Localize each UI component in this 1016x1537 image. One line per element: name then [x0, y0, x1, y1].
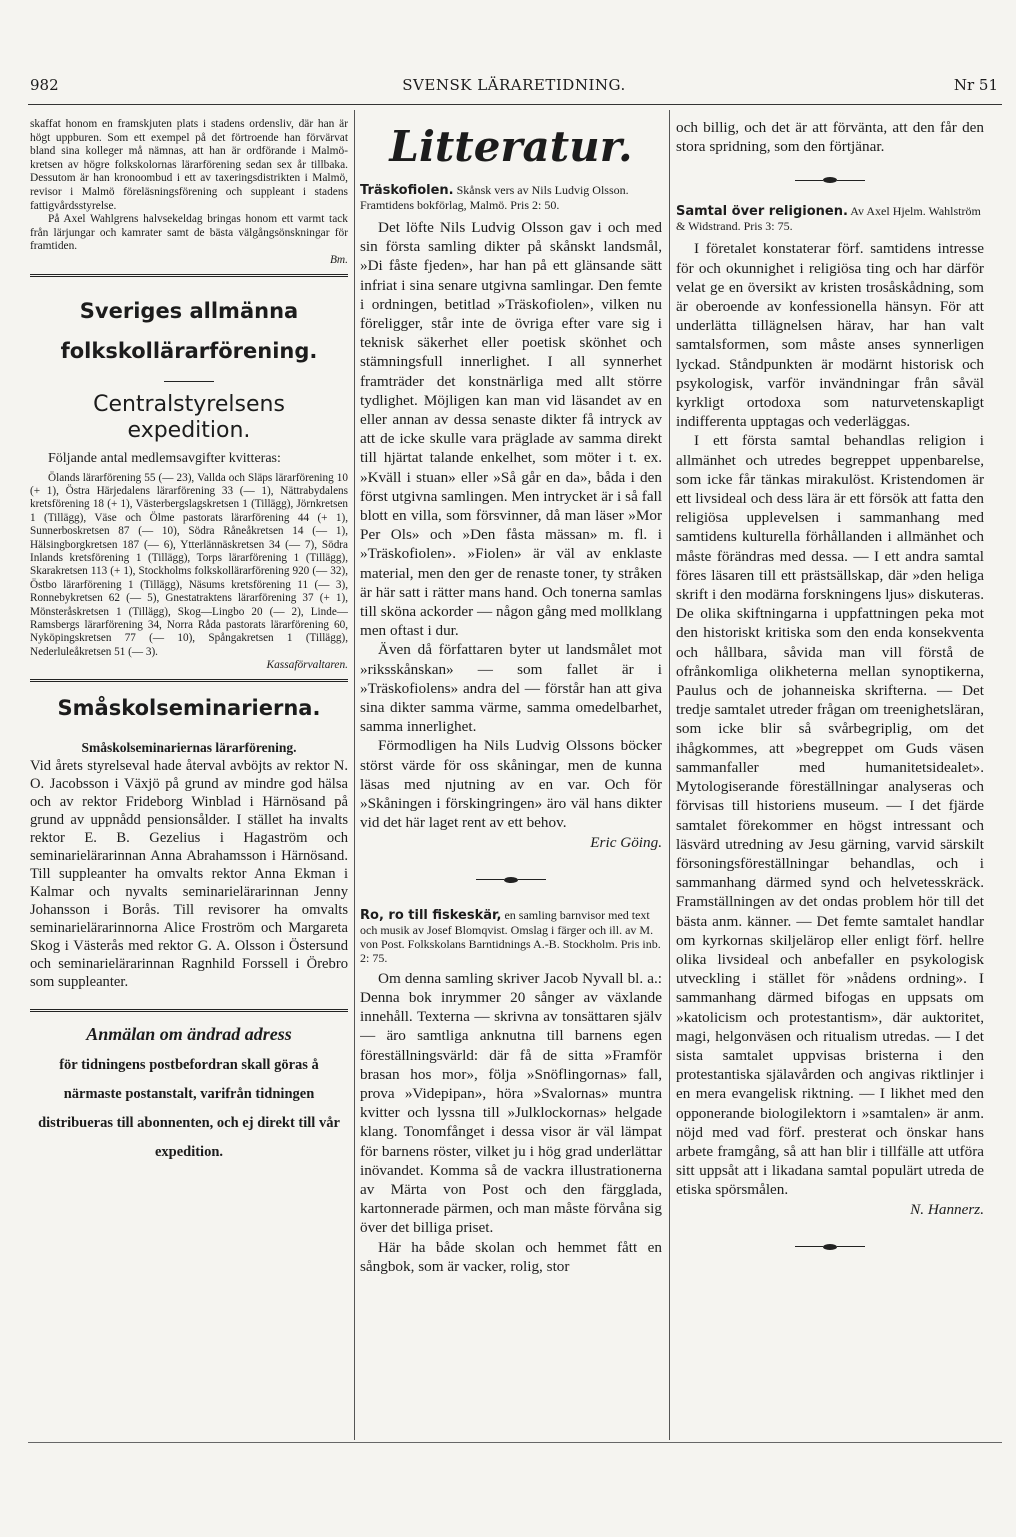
paragraph: Det löfte Nils Ludvig Olsson gav i och med sin första samling dikter på skånskt landsmål, »Di fåste fjeden», har han på ett glänsande sätt infriat i sina senare utgivna samlingar. Den femte i ordningen, betitlad »Träskofiolen», vilken nu föreligger, står inte de övriga efter vare sig i teknisk säkerhet eller poetisk skönhet och stämningsfull innerlighet. I all synnerhet framträder det konstnärliga med allt större tydlighet. Möjligen kan man vid läsandet av en eller annan av dessa senaste dikter få intryck av att de icke skulle vara präglade av samma direkt till hjärtat talande enkelhet, som möter i t. ex. »Kväll i stuan» eller »Så går en da», båda i den först utgivna samlingen. Men intrycket är i så fall blott en villa, som försvinner, då man läser »Mor Per Ols» och »Den fåsta mässan» m. fl. i »Träskofiolen». »Fiolen» är väl av enklaste material, men den ger de renaste toner, ty stråken är här satt i rätter mans hand. Och tonerna samlas till sköna ackorder — någon gång med mollklang men oftast i dur. — [360, 219, 662, 640]
paragraph: Även då författaren byter ut landsmålet mot »riksskånskan» — som fallet är i »Träskofiolens» andra del — förstår han att giva sina dikter samma värme, samma omedelbarhet, samma innerlighet. — [360, 641, 662, 736]
paragraph: Förmodligen ha Nils Ludvig Olssons böcker störst värde för oss skåningar, men de kunna läsas med njutning av en var. Och för »Skåningen i förskingringen» äro väl hans dikter vid det här laget rent av ett behov. — [360, 737, 662, 832]
column-right — [676, 118, 984, 1275]
book-entry — [676, 204, 984, 233]
membership-list: Ölands lärarförening 55 (— 23), Vallda och Släps lärarförening 10 (+ 1), Östra Härjedalens lärarförening 33 (— 1), Nättrabydalens kretsförening 18 (+ 1), Västerbergslagskretsen 1 (Tillägg), Jörnkretsen 1 (Tillägg), Väse och Ölme pastorats lärarförening 44 (+ 1), Sunnerboskretsen 87 (— 10), Södra Råneåkretsen 14 (— 1), Hälsingborgkretsen 187 (— 6), Ytterlännäskretsen 34 (— 7), Södra Inlands kretsförening 1 (Tillägg), Torps lärarförening 1 (Tillägg), Skarakretsen 113 (+ 1), Stockholms folkskollärarförening 920 (— 32), Östbo lärarförening 1 (Tillägg), Näsums kretsförening 11 (— 3), Ronnebykretsen 62 (— 5), Gnestatraktens lärarförening 37 (+ 1), Mönsteråskretsen 1 (Tillägg), Skog—Lingbo 20 (— 2), Linde—Ramsbergs lärarförening 34, Norra Råda pastorats lärarförening 60, Nyköpingskretsen 77 (— 10), Spångakretsen 1 (Tillägg), Nederluleåkretsen 51 (— 3). — [30, 471, 348, 658]
column-divider — [669, 110, 670, 1440]
section-heading: Sveriges allmänna folkskollärarförening. — [60, 298, 318, 363]
article-intro-2: På Axel Wahlgrens halvsekeldag bringas honom ett varmt tack från lärjungar och kamrater samt de bästa välgångsönskningar för framtiden. — [30, 213, 348, 253]
short-rule — [164, 381, 214, 382]
page-number: 982 — [30, 76, 59, 94]
double-rule — [30, 1009, 348, 1012]
ornament-divider — [360, 876, 662, 884]
subsection-heading: Centralstyrelsens expedition. — [93, 391, 285, 443]
header-rule — [28, 104, 1002, 105]
paragraph: I företalet konstaterar förf. samtidens intresse för och okunnighet i religiösa ting och har därför velat ge en översikt av kristen trosåskådning, som är oberoende av konfessionella hänsyn. För att underlätta tillägnelsen härav, har han valt samtalsformen, som måste anses synnerligen lyckad. Ståndpunkten är modärnt historisk och psykologisk, varför invändningar från såväl kyrkligt ortodoxa som naturvetenskapligt indifferenta upptagas och vederläggas. — [676, 240, 984, 431]
signature: N. Hannerz. — [910, 1200, 984, 1218]
footer-rule — [28, 1442, 1002, 1443]
subheading: Småskolseminariernas lärarförening. — [81, 739, 297, 755]
book-meta: Skånsk vers av Nils Ludvig Olsson. Framtidens bokförlag, Malmö. Pris 2: 50. — [360, 183, 629, 212]
column-divider — [354, 110, 355, 1440]
double-rule — [30, 679, 348, 682]
article-intro: skaffat honom en framskjuten plats i stadens ordensliv, där han är högt uppburen. Som ett exempel på det förtroende han förvärvat bland sina kolleger må nämnas, att han är ordförande i Malmö-kretsen av högre folkskolornas lärarförening sedan sex år tillbaka. Dessutom är han kronoombud i ett av taxeringsdistrikten i Malmö, revisor i Malmö föreläsningsförening och suppleant i stadens fattigvårdsstyrelse. — [30, 118, 348, 212]
paragraph: Följande antal medlemsavgifter kvitteras: — [48, 450, 281, 466]
paragraph: Om denna samling skriver Jacob Nyvall bl. a.: Denna bok inrymmer 20 sånger av växlande innehåll. Texterna — skrivna av tonsättaren själv — äro samtliga anknutna till barnens egen föreställningsvärld: där få de sitta »Framför brasan hos mor», följa »Snöflingornas» fall, prova »Videpipan», höra »Svalornas» muntra kvitter och lyssna till »Julklockornas» helgade klang. Tonomfånget i dessa visor är väl lämpat för barnens röster, vilket ju i hög grad underlättar inövandet. Komma så de vackra illustrationerna av Märta von Post och den färgglada, kartonnerade pärmen, och man måste förvåna sig över det billiga priset. — [360, 969, 662, 1237]
notice-box — [30, 1020, 348, 1167]
book-title: Ro, ro till fiskeskär, — [360, 907, 502, 923]
paragraph: I ett första samtal behandlas religion i allmänhet och utredes begreppet uppenbarelse, som icke får tänkas mirakulöst. Kristendomen är ett livsideal och dess lära är ett försök att fatta den religiösa upplevelsen i sammanhang med samtidens kulturella förhållanden i allmänhet och måste förändras med dessa. — I ett andra samtal föres läsaren till ett prästsällskap, där »den heliga skrift i den modärna forskningens ljus» diskuteras. De olika skiftningarna i uppfattningen peka mot den historiskt kritiska som den enda konsekventa och hållbara, såvida man vill förstå de ofrånkomliga olikheterna mellan synoptikerna, Paulus och de johanneiska skrifterna. — Det tredje samtalet utreder frågan om treenighetsläran, som icke blir så svårbegriplig, om det ihågkommes, att »begreppet om Guds väsen sammanfaller med humanitetsidealet». Mytologiserande föreställningar analyseras och förvisas till historiens museum. — I det fjärde samtalet förekommer en högst intressant och läsvärd utredning av Jesu gärning, varvid särskilt försoningsföreställningar behandlas, och i sammanhang därmed synd och helvetesskräck. Framställningen av det ondas problem hör till det bästa anm. känner. — Det femte samtalet handlar om kyrkornas skiljelärор eller enligt förf. hellre olika livsideal och anbefaller en psykologisk utveckling i stället för »nådens ordning». I sammanhang därmed bifogas en uppsats om »katolicism och protestantism», där auktoritet, magi, helgonväsen och ritualism utredas. — I det sista samtalet uppvisas bristerna i den protestantiska själavården och angivas riktlinjer i en mera evangelisk riktning. — I likhet med den opponerande biologilektorn i »samtalen» är anm. nöjd med vad förf. presterat och önskar hans arbete framgång, så att han blir i tillfälle att utföra sitt uppsåt att i likadana samtal populärt utreda de etiska spörsmålen. — [676, 432, 984, 1199]
page-header — [28, 72, 1000, 102]
column-middle — [360, 118, 662, 1276]
signature: Bm. — [329, 253, 348, 266]
book-meta: en samling barnvisor med text och musik av Josef Blomqvist. Omslag i färger och ill. av M. von Post. Folkskolans Barntidnings A.-B. Stockholm. Pris inb. 2: 75. — [360, 907, 661, 965]
book-meta: Av Axel Hjelm. Wahlström & Widstrand. Pris 3: 75. — [676, 204, 981, 234]
notice-title: Anmälan om ändrad adress — [86, 1024, 292, 1045]
book-title: Träskofiolen. — [360, 183, 454, 198]
issue-number: Nr 51 — [953, 76, 998, 94]
paragraph: Vid årets styrelseval hade återval avböjts av rektor N. O. Jacobsson i Växjö på grund av mindre god hälsa och av rektor Frideborg Winblad i Härnösand på grund av uppnådd pensionsålder. I stället ha invalts rektor E. B. Gezelius i Hagaström och seminarielärarinnan Anna Abrahamsson i Härnösand. Till suppleanter ha omvalts rektor Anna Ekman i Kalmar och nyvalts seminarielärarinnan Jenny Johansson i Borås. Till revisorer ha omvalts seminarielärarinnorna Alice Froström och Margareta Skog i Västerås med rektor G. A. Olsson i Östersund och seminarielärarinnan Ragnhild Forssell i Örebro som suppleanter. — [30, 758, 348, 991]
column-left — [30, 118, 348, 1167]
double-rule — [30, 274, 348, 277]
book-title: Samtal över religionen. — [676, 204, 848, 220]
paragraph: Här ha både skolan och hemmet fått en sångbok, som är vacker, rolig, stor — [360, 1238, 662, 1275]
ornament-divider — [676, 176, 984, 184]
section-title: Litteratur. — [389, 122, 633, 171]
signature: Eric Göing. — [590, 833, 662, 851]
paragraph: och billig, och det är att förvänta, att den får den stora spridning, som den förtjänar. — [676, 119, 984, 156]
ornament-divider — [676, 1243, 984, 1251]
masthead-title: SVENSK LÄRARETIDNING. — [402, 76, 626, 94]
section-heading: Småskolseminarierna. — [57, 695, 321, 720]
book-entry — [360, 908, 662, 965]
notice-text: för tidningens postbefordran skall göras å närmaste postanstalt, varifrån tidningen distribueras till abonnenten, och ej direkt till vår expedition. — [38, 1057, 340, 1161]
book-entry — [360, 183, 662, 212]
signature: Kassaförvaltaren. — [266, 659, 348, 672]
